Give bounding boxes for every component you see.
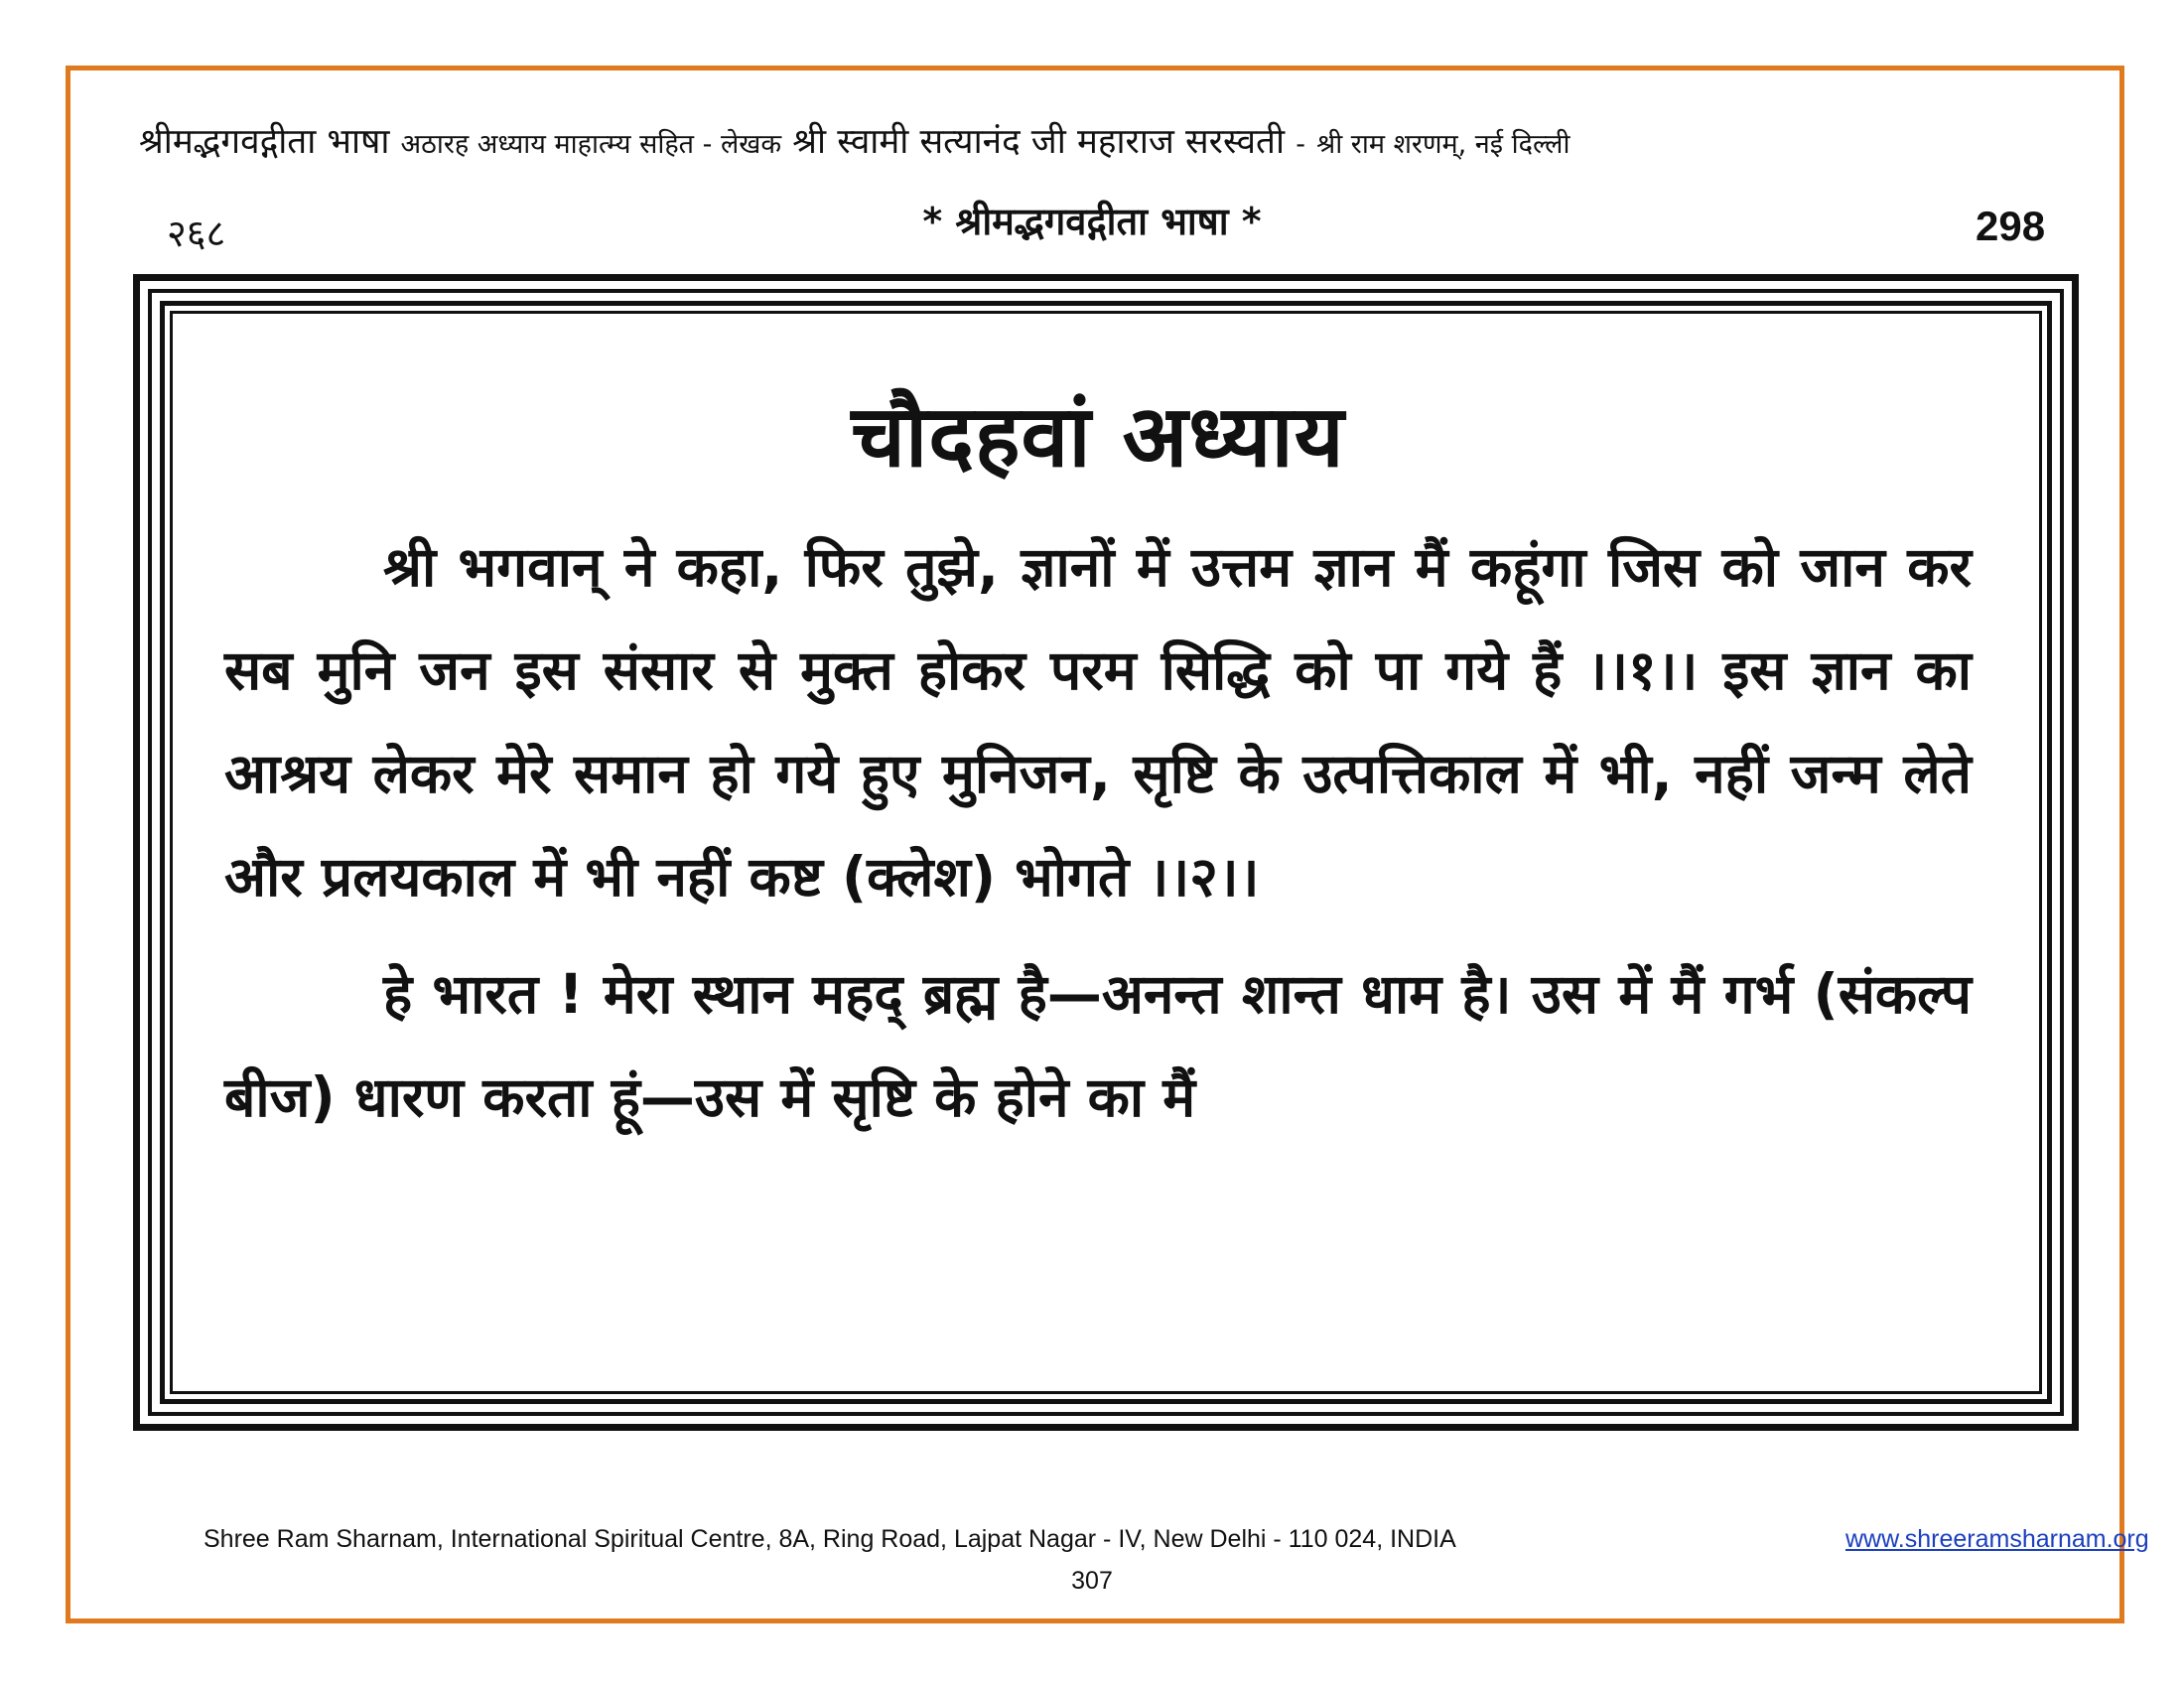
- book-subtitle: अठारह अध्याय माहात्म्य सहित - लेखक: [400, 129, 782, 160]
- running-title: * श्रीमद्भगवद्गीता भाषा *: [922, 200, 1262, 243]
- footer-page-number: 307: [1071, 1567, 1113, 1595]
- verse-paragraph-1: श्री भगवान् ने कहा, फिर तुझे, ज्ञानों में उत्तम ज्ञान मैं कहूंगा जिस को जान कर सब मुनि जन इस संसार से मुक्त होकर परम सिद्धि को पा गये हैं ।।१।। इस ज्ञान का आश्रय लेकर मेरे समान हो गये हुए मुनिजन, सृष्टि के उत्पत्तिकाल में भी, नहीं जन्म लेते और प्रलयकाल में भी नहीं कष्ट (क्लेश) भोगते ।।२।।: [224, 535, 1973, 909]
- verse-paragraph-2: हे भारत ! मेरा स्थान महद् ब्रह्म है—अनन्त शान्त धाम है। उस में मैं गर्भ (संकल्प बीज) धारण करता हूं—उस में सृष्टि के होने का मैं: [224, 962, 1972, 1129]
- publisher-name: श्री राम शरणम्, नई दिल्ली: [1316, 129, 1570, 160]
- website-link[interactable]: www.shreeramsharnam.org: [1845, 1525, 2149, 1553]
- page-number: 298: [1976, 203, 2046, 249]
- author-name: श्री स्वामी सत्यानंद जी महाराज सरस्वती: [792, 122, 1286, 162]
- document-header: [139, 117, 2065, 164]
- chapter-title: चौदहवां अध्याय: [851, 387, 1345, 487]
- header-separator: -: [1296, 129, 1305, 160]
- book-title: श्रीमद्भगवद्गीता भाषा: [139, 122, 390, 162]
- chapter-content: [224, 375, 1972, 1149]
- page-number-devanagari: २६८: [167, 211, 226, 255]
- footer: [204, 1525, 2149, 1554]
- footer-address: Shree Ram Sharnam, International Spiritual Centre, 8A, Ring Road, Lajpat Nagar - IV, New Delhi - 110 024, INDIA: [204, 1525, 1456, 1553]
